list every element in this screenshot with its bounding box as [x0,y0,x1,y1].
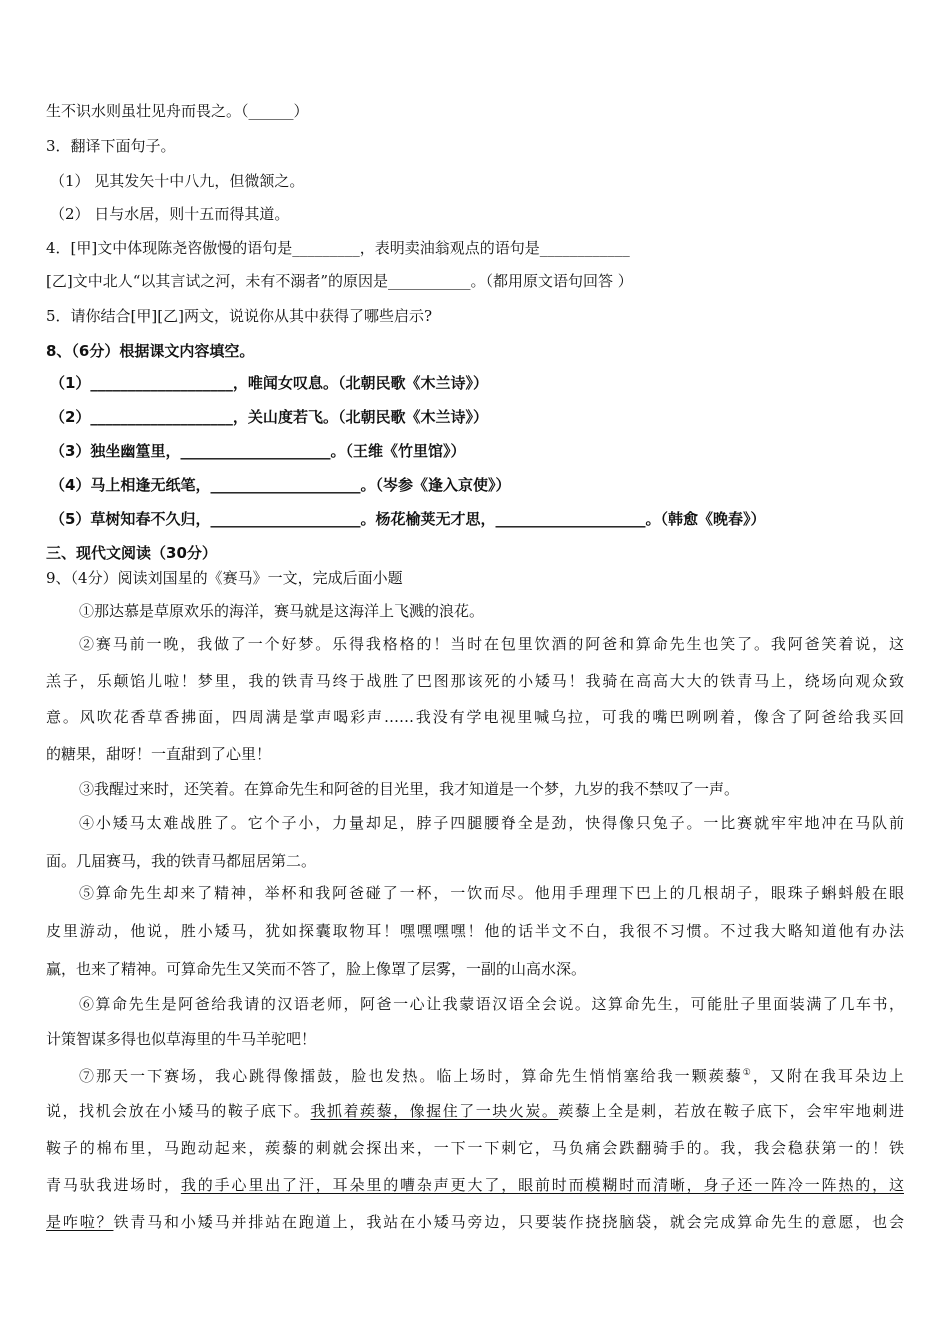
footnote-marker: ① [742,1068,753,1078]
underlined-sentence: 我的手心里出了汗，耳朵里的嘈杂声更大了，眼前时而模糊时而清晰，身子还一阵冷一阵热的，这 [180,1176,904,1194]
paragraph-5-line-2: 皮里游动，他说，胜小矮马，犹如探囊取物耳！嘿嘿嘿嘿！他的话半文不白，我很不习惯。不过我大略知道他有办法 [46,922,904,940]
question-8-item-5: （5）草树知春不久归，____________________。杨花榆荚无才思，____________________。（韩愈《晚春》） [50,510,766,528]
paragraph-1: ①那达慕是草原欢乐的海洋，赛马就是这海洋上飞溅的浪花。 [79,602,485,620]
underlined-sentence: 是咋啦？ [46,1213,114,1231]
paragraph-6-line-2: 计策智谋多得也似草海里的牛马羊驼吧！ [46,1030,317,1048]
question-3-item-2: （2） 日与水居，则十五而得其道。 [50,205,290,223]
paragraph-2-line-2: 羔子，乐颠馅儿啦！梦里，我的铁青马终于战胜了巴图那该死的小矮马！我骑在高高大大的铁青马上，绕场向观众致 [46,672,904,690]
paragraph-7-line-2 [46,1101,904,1121]
underlined-sentence: 我抓着蒺藜，像握住了一块火炭。 [310,1102,559,1120]
question-8-item-1: （1）___________________，唯闻女叹息。（北朝民歌《木兰诗》） [50,374,488,392]
paragraph-7-line-1 [79,1063,904,1086]
question-4-line-1: 4．[甲]文中体现陈尧咨傲慢的语句是_________，表明卖油翁观点的语句是____________ [46,239,630,257]
question-8-item-4: （4）马上相逢无纸笔，____________________。（岑参《逢入京使》） [50,476,511,494]
paragraph-2-line-3: 意。风吹花香草香拂面，四周满是掌声喝彩声……我没有学电视里喊乌拉，可我的嘴巴咧咧着，像含了阿爸给我买回 [46,708,904,726]
question-8-head: 8、（6分）根据课文内容填空。 [46,342,255,360]
question-3: 3．翻译下面句子。 [46,137,176,155]
prev-question-line: 生不识水则虽壮见舟而畏之。（______） [46,102,309,120]
paragraph-7-text: ，又附在我耳朵边上 [752,1067,904,1085]
paragraph-7-line-5 [46,1212,904,1232]
paragraph-2-line-4: 的糖果，甜呀！一直甜到了心里！ [46,745,272,763]
paragraph-7-text: 青马驮我进场时， [46,1176,181,1194]
paragraph-4-line-2: 面。几届赛马，我的铁青马都屈居第二。 [46,852,317,870]
question-5: 5．请你结合[甲][乙]两文，说说你从其中获得了哪些启示? [46,307,432,325]
paragraph-7-text: ⑦那天一下赛场，我心跳得像擂鼓，脸也发热。临上场时，算命先生悄悄塞给我一颗蒺藜 [79,1067,743,1085]
section-3-title: 三、现代文阅读（30分） [46,544,217,562]
paragraph-5-line-3: 赢，也来了精神。可算命先生又笑而不答了，脸上像罩了层雾，一副的山高水深。 [46,960,587,978]
paragraph-7-line-4 [46,1175,904,1195]
paragraph-2-line-1: ②赛马前一晚，我做了一个好梦。乐得我格格的！当时在包里饮酒的阿爸和算命先生也笑了。我阿爸笑着说，这 [79,635,904,653]
paragraph-7-text: 铁青马和小矮马并排站在跑道上，我站在小矮马旁边，只要装作挠挠脑袋，就会完成算命先生的意愿，也会 [113,1213,904,1231]
paragraph-6-line-1: ⑥算命先生是阿爸给我请的汉语老师，阿爸一心让我蒙语汉语全会说。这算命先生，可能肚子里面装满了几车书， [79,995,904,1013]
question-8-item-2: （2）___________________，关山度若飞。（北朝民歌《木兰诗》） [50,408,488,426]
paragraph-3: ③我醒过来时，还笑着。在算命先生和阿爸的目光里，我才知道是一个梦，九岁的我不禁叹了一声。 [79,780,740,798]
question-9-head: 9、（4分）阅读刘国星的《赛马》一文，完成后面小题 [46,569,403,587]
paragraph-7-text: 蒺藜上全是刺，若放在鞍子底下，会牢牢地刺进 [558,1102,904,1120]
paragraph-5-line-1: ⑤算命先生却来了精神，举杯和我阿爸碰了一杯，一饮而尽。他用手理理下巴上的几根胡子，眼珠子蝌蚪般在眼 [79,884,904,902]
paragraph-4-line-1: ④小矮马太难战胜了。它个子小，力量却足，脖子四腿腰脊全是劲，快得像只兔子。一比赛就牢牢地冲在马队前 [79,814,904,832]
question-3-item-1: （1） 见其发矢十中八九，但微颔之。 [50,172,305,190]
question-4-line-2: [乙]文中北人“以其言试之河，未有不溺者”的原因是___________。（都用原文语句回答 ） [46,272,633,290]
paragraph-7-line-3: 鞍子的棉布里，马跑动起来，蒺藜的刺就会探出来，一下一下刺它，马负痛会跌翻骑手的。我，我会稳获第一的！铁 [46,1139,904,1157]
question-8-item-3: （3）独坐幽篁里，____________________。（王维《竹里馆》） [50,442,466,460]
paragraph-7-text: 说，找机会放在小矮马的鞍子底下。 [46,1102,311,1120]
